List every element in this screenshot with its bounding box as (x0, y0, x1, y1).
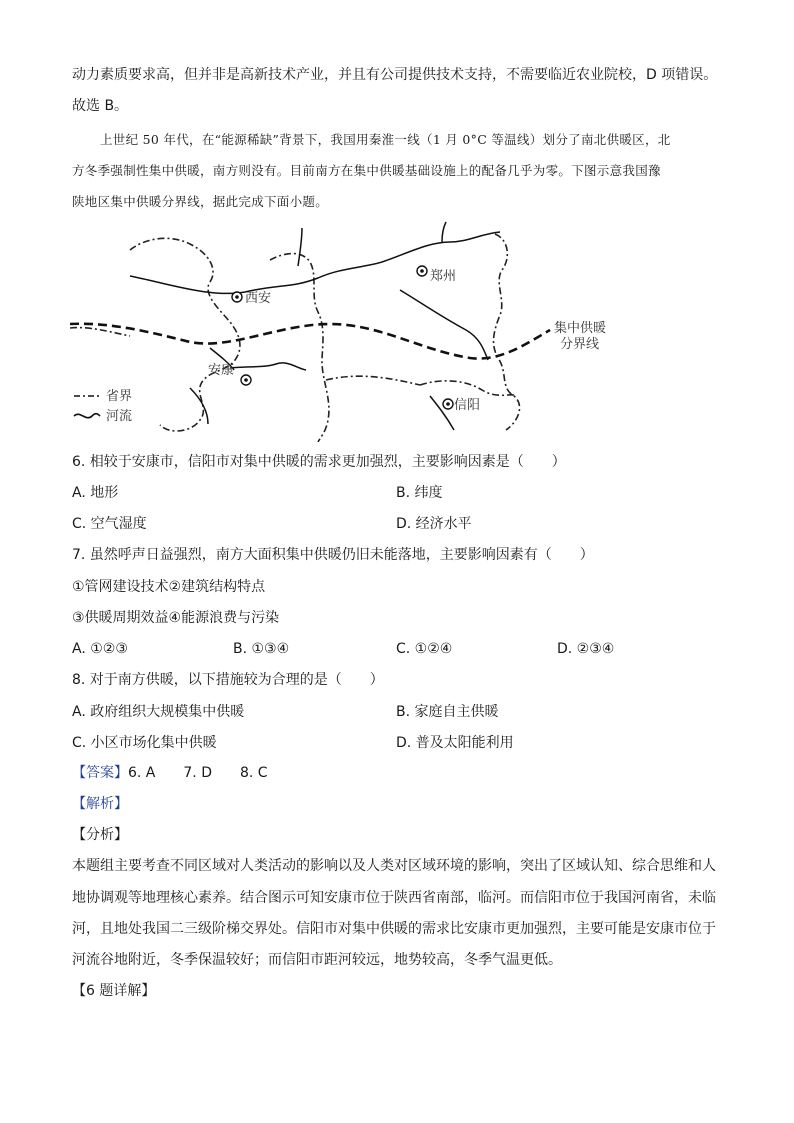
analysis-sub-tag: 【分析】 (72, 827, 128, 843)
map-legend (74, 388, 132, 424)
city-label-xinyang: 信阳 (454, 398, 481, 413)
intro-line-1: 动力素质要求高，但并非是高新技术产业，并且有公司提供技术支持，不需要临近农业院校，D 项错误。 (72, 67, 718, 83)
city-marker-xinyang (443, 399, 453, 409)
boundary-label-line2: 分界线 (560, 337, 600, 352)
passage-line-3: 陕地区集中供暖分界线，据此完成下面小题。 (72, 194, 329, 209)
question-8-option-b[interactable]: B. 家庭自主供暖 (396, 704, 499, 720)
question-7-statements-1: ①管网建设技术②建筑结构特点 (72, 579, 266, 595)
answer-line (72, 764, 268, 782)
analysis-line-4: 河流谷地附近，冬季保温较好；而信阳市距河较远，地势较高，冬季气温更低。 (72, 952, 562, 968)
heating-boundary-map (70, 220, 630, 442)
rivers (130, 222, 500, 430)
question-8-option-d[interactable]: D. 普及太阳能利用 (396, 735, 514, 751)
question-7-option-a[interactable]: A. ①②③ (72, 641, 128, 657)
city-label-xian: 西安 (245, 291, 272, 306)
question-6-option-a[interactable]: A. 地形 (72, 485, 119, 501)
question-7-statements-2: ③供暖周期效益④能源浪费与污染 (72, 610, 280, 626)
question-6-stem: 6. 相较于安康市，信阳市对集中供暖的需求更加强烈，主要影响因素是（ ） (72, 454, 566, 470)
passage-line-1: 上世纪 50 年代，在“能源稀缺”背景下，我国用秦淮一线（1 月 0°C 等温线）划分了南北供暖区，北 (100, 132, 671, 147)
passage-line-2: 方冬季强制性集中供暖，南方则没有。目前南方在集中供暖基础设施上的配备几乎为零。下图示意我国豫 (72, 163, 661, 178)
city-marker-zhengzhou (417, 266, 427, 276)
answer-tag: 【答案】 (72, 765, 128, 781)
analysis-tag: 【解析】 (72, 796, 128, 812)
question-6-option-d[interactable]: D. 经济水平 (396, 516, 472, 532)
question-6-option-c[interactable]: C. 空气湿度 (72, 516, 147, 532)
question-7-option-c[interactable]: C. ①②④ (396, 641, 453, 657)
analysis-line-3: 河，且地处我国二三级阶梯交界处。信阳市对集中供暖的需求比安康市更加强烈，主要可能是安康市位于 (72, 921, 716, 937)
question-6-option-b[interactable]: B. 纬度 (396, 485, 443, 501)
question-8-stem: 8. 对于南方供暖，以下措施较为合理的是（ ） (72, 672, 384, 688)
city-marker-ankang (241, 375, 251, 385)
analysis-line-1: 本题组主要考查不同区域对人类活动的影响以及人类对区域环境的影响，突出了区域认知、综合思维和人 (72, 858, 716, 874)
city-label-ankang: 安康 (208, 363, 235, 378)
city-label-zhengzhou: 郑州 (430, 269, 457, 284)
answer-text: 6. A 7. D 8. C (128, 765, 268, 781)
question-7-stem: 7. 虽然呼声日益强烈，南方大面积集中供暖仍旧未能落地，主要影响因素有（ ） (72, 547, 594, 563)
question-7-option-b[interactable]: B. ①③④ (233, 641, 290, 657)
question-8-option-c[interactable]: C. 小区市场化集中供暖 (72, 735, 217, 751)
boundary-label-line1: 集中供暖 (554, 321, 607, 336)
province-boundaries (70, 234, 520, 442)
question-7-option-d[interactable]: D. ②③④ (557, 641, 615, 657)
legend-river-label: 河流 (106, 409, 133, 424)
city-marker-xian (232, 292, 242, 302)
legend-boundary-label: 省界 (106, 389, 133, 404)
legend-river-swatch (74, 414, 100, 418)
question-8-option-a[interactable]: A. 政府组织大规模集中供暖 (72, 704, 245, 720)
detail-tag: 【6 题详解】 (72, 983, 156, 999)
intro-line-2: 故选 B。 (72, 98, 129, 114)
analysis-line-2: 地协调观等地理核心素养。结合图示可知安康市位于陕西省南部，临河。而信阳市位于我国河南省，未临 (72, 890, 716, 906)
